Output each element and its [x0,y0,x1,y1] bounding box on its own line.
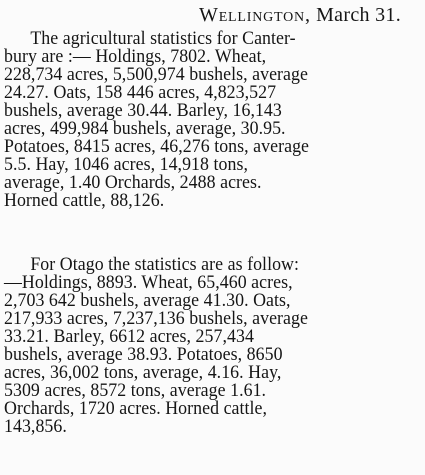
text-line: 24.27. Oats, 158 446 acres, 4,823,527 [4,82,277,103]
text-line: acres, 36,002 tons, average, 4.16. Hay, [4,362,282,383]
otago-paragraph [4,256,421,436]
text-line: 228,734 acres, 5,500,974 bushels, average [4,64,308,85]
text-line: bury are :— Holdings, 7802. Wheat, [4,46,267,67]
text-line: 5.5. Hay, 1046 acres, 14,918 tons, [4,154,249,175]
text-line: 33.21. Barley, 6612 acres, 257,434 [4,326,254,347]
text-line: bushels, average 38.93. Potatoes, 8650 [4,344,283,365]
text-line: 2,703 642 bushels, average 41.30. Oats, [4,290,291,311]
text-line: acres, 499,984 bushels, average, 30.95. [4,118,286,139]
text-line: Horned cattle, 88,126. [4,190,165,211]
text-line: Orchards, 1720 acres. Horned cattle, [4,398,268,419]
dateline [0,4,425,26]
text-line: Potatoes, 8415 acres, 46,276 tons, average [4,136,310,157]
dateline-date: March 31. [316,4,401,26]
text-line: 217,933 acres, 7,237,136 bushels, average [4,308,308,329]
text-line: 143,856. [4,416,67,437]
dateline-place: Wellington, [199,4,311,26]
text-line: bushels, average 30.44. Barley, 16,143 [4,100,282,121]
canterbury-paragraph [4,30,421,210]
text-line: 5309 acres, 8572 tons, average 1.61. [4,380,267,401]
text-line: —Holdings, 8893. Wheat, 65,460 acres, [4,272,293,293]
text-line: For Otago the statistics are as follow: [30,254,300,275]
text-line: average, 1.40 Orchards, 2488 acres. [4,172,262,193]
text-line: The agricultural statistics for Canter- [30,28,296,49]
